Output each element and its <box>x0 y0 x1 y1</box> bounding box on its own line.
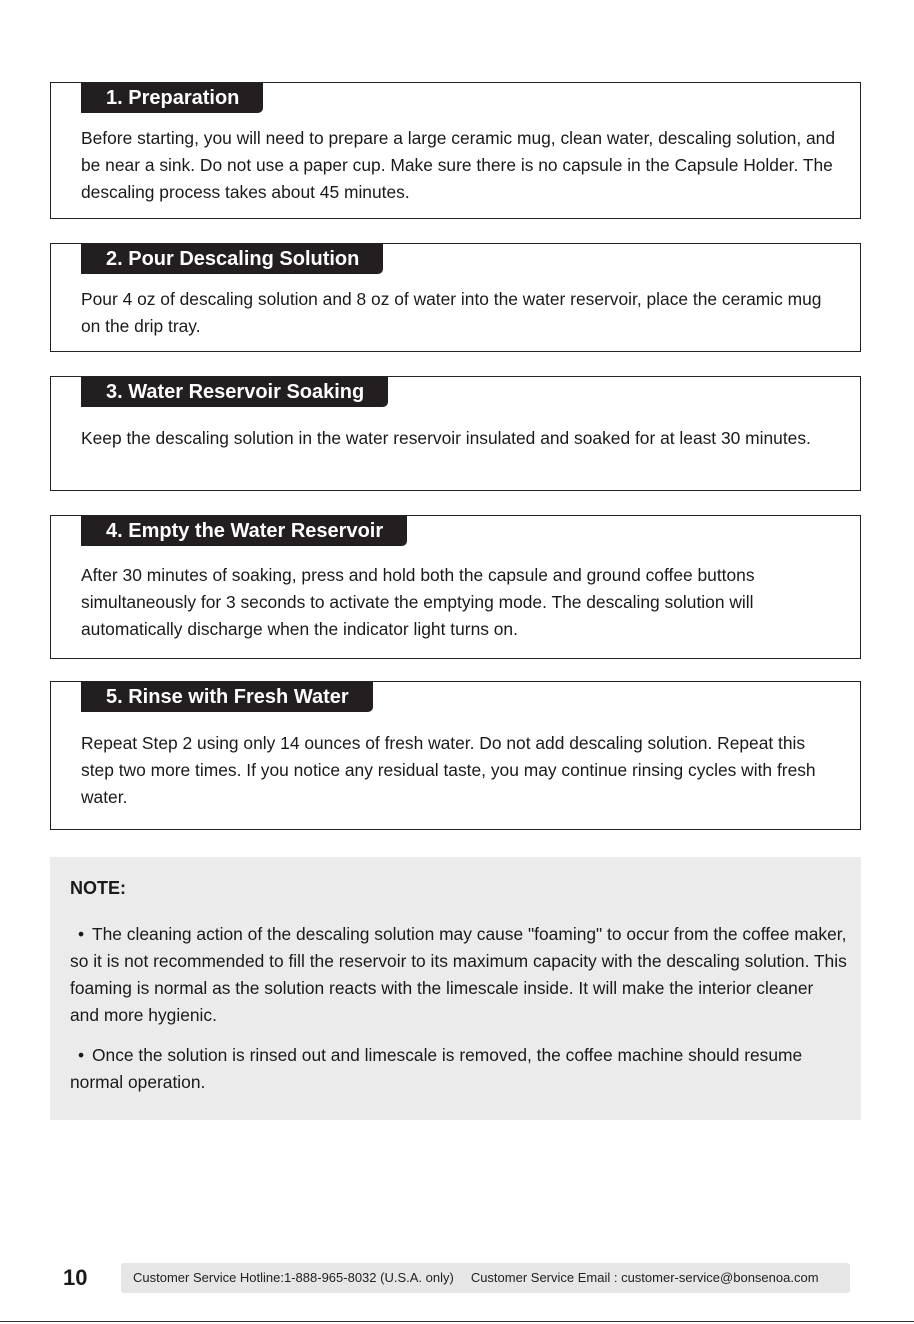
bullet-icon: • <box>77 924 85 944</box>
step-pour-descaling-solution <box>50 243 861 352</box>
step-title: 1. Preparation <box>81 83 263 113</box>
step-body: After 30 minutes of soaking, press and hold both the capsule and ground coffee buttons simultaneously for 3 seconds to activate the emptying mode. The descaling solution will automatically discharge when the indicator light turns on. <box>81 565 755 639</box>
note-box <box>50 857 861 1120</box>
bottom-divider <box>0 1321 914 1322</box>
step-water-reservoir-soaking <box>50 376 861 491</box>
step-body: Before starting, you will need to prepare a large ceramic mug, clean water, descaling solution, and be near a sink. Do not use a paper cup. Make sure there is no capsule in the Capsule Holder. The descaling process takes about 45 minutes. <box>81 128 836 202</box>
footer-contact-bar <box>121 1263 850 1293</box>
customer-service-email: Customer Service Email : customer-service@bonsenoa.com <box>470 1270 819 1285</box>
note-item-text: The cleaning action of the descaling solution may cause "foaming" to occur from the coffee maker, so it is not recommended to fill the reservoir to its maximum capacity with the descaling solution. This foaming is normal as the solution reacts with the limescale inside. It will make the interior cleaner and more hygienic. <box>70 924 847 1025</box>
step-body: Keep the descaling solution in the water reservoir insulated and soaked for at least 30 minutes. <box>81 428 811 448</box>
step-title: 4. Empty the Water Reservoir <box>81 516 407 546</box>
note-item <box>70 1042 847 1096</box>
page-number: 10 <box>63 1265 88 1290</box>
step-preparation <box>50 82 861 219</box>
note-item-text: Once the solution is rinsed out and limescale is removed, the coffee machine should resume normal operation. <box>70 1045 803 1092</box>
step-title: 3. Water Reservoir Soaking <box>81 377 388 407</box>
step-body: Pour 4 oz of descaling solution and 8 oz of water into the water reservoir, place the ceramic mug on the drip tray. <box>81 289 822 336</box>
step-rinse-fresh-water <box>50 681 861 830</box>
step-empty-water-reservoir <box>50 515 861 659</box>
step-title: 5. Rinse with Fresh Water <box>81 682 373 712</box>
step-body: Repeat Step 2 using only 14 ounces of fresh water. Do not add descaling solution. Repeat this step two more times. If you notice any residual taste, you may continue rinsing cycles with fresh water. <box>81 733 816 807</box>
bullet-icon: • <box>77 1045 85 1065</box>
step-title: 2. Pour Descaling Solution <box>81 244 383 274</box>
note-title: NOTE: <box>70 878 126 898</box>
note-item <box>70 921 847 1029</box>
customer-service-hotline: Customer Service Hotline:1-888-965-8032 (U.S.A. only) <box>133 1270 454 1285</box>
